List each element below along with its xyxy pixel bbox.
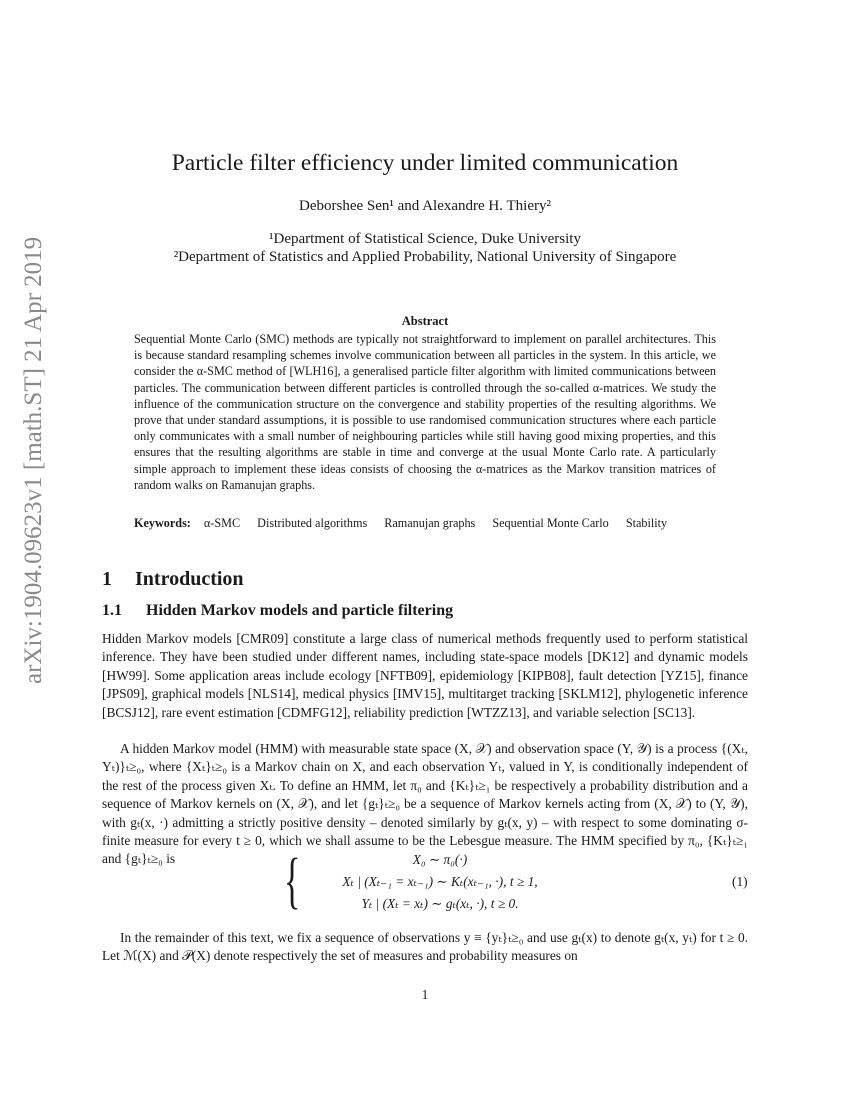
keyword: Ramanujan graphs [384,516,476,530]
keywords-label: Keywords: [134,516,191,530]
arxiv-identifier-stamp: arXiv:1904.09623v1 [math.ST] 21 Apr 2019 [20,236,47,684]
page-number: 1 [421,987,429,1002]
keywords [134,515,716,531]
abstract-body: Sequential Monte Carlo (SMC) methods are typically not straightforward to implement on parallel architectures. This is because standard resampling schemes involve communication between all particles in the system. In this article, we consider the α-SMC method of [WLH16], a generalised particle filter algorithm with limited communications between particles. The communication between different particles is controlled through the so-called α-matrices. We study the influence of the communication structure on the convergence and stability properties of the resulting algorithms. We prove that under standard assumptions, it is possible to use randomised communication structures where each particle only communicates with a small number of neighbouring particles while still having good mixing properties, and this ensures that the resulting algorithms are stable in time and converge at the usual Monte Carlo rate. A particularly simple approach to implement these ideas consists of choosing the α-matrices as the Markov transition matrices of random walks on Ramanujan graphs. [134,332,716,492]
equation-block [0,847,850,922]
section-heading [102,568,244,591]
paragraph: Hidden Markov models [CMR09] constitute a large class of numerical methods frequently used to perform statistical inference. They have been studied under different names, including state-space models [DK12] and dynamic models [HW99]. Some application areas include ecology [NFTB09], epidemiology [KIPB08], fault detection [YZ15], finance [JPS09], graphical models [NLS14], medical physics [IMV15], multitarget tracking [SKLM12], phylogenetic inference [BCSJ12], rare event estimation [CDMFG12], reliability prediction [WTZZ13], and variable selection [SC13]. [102,631,748,720]
paragraph: In the remainder of this text, we fix a sequence of observations y ≡ {yₜ}ₜ≥₀ and use gₜ(x) to denote gₜ(x, yₜ) for t ≥ 0. Let ℳ(X) and 𝒫(X) denote respectively the set of measures and probability measures on [102,930,748,964]
affiliation-2: ²Department of Statistics and Applied Probability, National University of Singapore [173,249,677,265]
keyword: Distributed algorithms [257,516,368,530]
section-number: 1 [102,568,112,590]
keyword: Sequential Monte Carlo [492,516,609,530]
subsection-title: Hidden Markov models and particle filtering [146,602,454,619]
authors: Deborshee Sen¹ and Alexandre H. Thiery² [299,198,551,214]
equation-line: Yₜ | (Xₜ = xₜ) ∼ gₜ(xₜ, ·), t ≥ 0. [361,896,519,911]
keyword: α-SMC [203,516,241,530]
paragraph: A hidden Markov model (HMM) with measurable state space (X, 𝒳) and observation space (Y, 𝒴) is a process {(Xₜ, Yₜ)}ₜ≥₀, where {Xₜ}ₜ≥₀ is a Markov chain on X, and each observation Yₜ, valued in Y, is conditionally independent of the rest of the process given Xₜ. To define an HMM, let π₀ and {Kₜ}ₜ≥₁ be respectively a probability distribution and a sequence of Markov kernels on (X, 𝒳), and let {gₜ}ₜ≥₀ be a sequence of Markov kernels acting from (X, 𝒳) to (Y, 𝒴), with gₜ(x, ·) admitting a strictly positive density – denoted similarly by gₜ(x, y) – with respect to some dominating σ-finite measure for every t ≥ 0, which we shall assume to be the Lebesgue measure. The HMM specified by π₀, {Kₜ}ₜ≥₁ and {gₜ}ₜ≥₀ is [102,741,748,867]
subsection-number: 1.1 [102,602,122,619]
equation-line: Xₜ | (Xₜ₋₁ = xₜ₋₁) ∼ Kₜ(xₜ₋₁, ·), t ≥ 1, [342,874,538,889]
affiliation-1: ¹Department of Statistical Science, Duke University [269,231,581,247]
paper-title: Particle filter efficiency under limited communication [171,150,679,176]
section-title: Introduction [135,568,244,590]
equation-number: (1) [732,874,748,889]
abstract-heading: Abstract [401,314,449,328]
subsection-heading [102,602,453,620]
keyword: Stability [625,516,668,530]
equation-line: X₀ ∼ π₀(·) [412,852,468,867]
left-brace-icon: { [284,847,301,915]
